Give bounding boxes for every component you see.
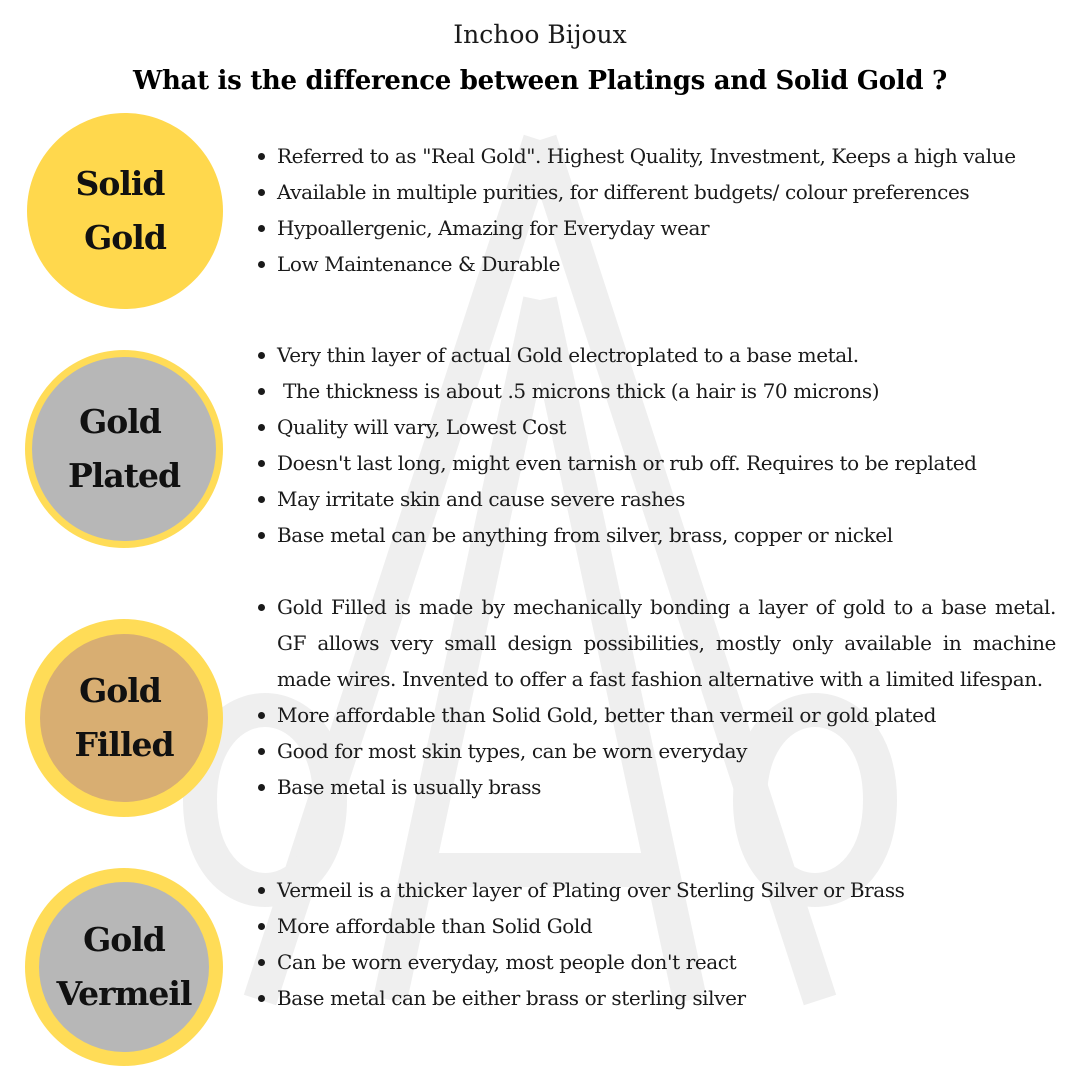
- bullet-list-solid-gold: [256, 138, 1056, 282]
- list-item: Doesn't last long, might even tarnish or rub off. Requires to be replated: [256, 445, 1056, 481]
- list-item: May irritate skin and cause severe rashes: [256, 481, 1056, 517]
- list-item: Base metal can be anything from silver, brass, copper or nickel: [256, 517, 1056, 553]
- badge-label-line1: Gold: [79, 671, 161, 710]
- bullet-list-gold-plated: [256, 337, 1056, 553]
- list-item: More affordable than Solid Gold, better than vermeil or gold plated: [256, 697, 1056, 733]
- list-item: Good for most skin types, can be worn everyday: [256, 733, 1056, 769]
- bullet-list-gold-vermeil: [256, 872, 1056, 1016]
- list-item: Referred to as "Real Gold". Highest Quality, Investment, Keeps a high value: [256, 138, 1056, 174]
- list-item: More affordable than Solid Gold: [256, 908, 1056, 944]
- list-item: Low Maintenance & Durable: [256, 246, 1056, 282]
- list-item: Vermeil is a thicker layer of Plating over Sterling Silver or Brass: [256, 872, 1056, 908]
- badge-gold-filled: [25, 619, 223, 817]
- badge-label-line1: Gold: [79, 402, 161, 441]
- list-item: The thickness is about .5 microns thick (a hair is 70 microns): [256, 373, 1056, 409]
- badge-label-line1: Solid: [75, 164, 165, 203]
- badge-label-line2: Vermeil: [56, 974, 192, 1013]
- badge-label-line2: Gold: [84, 218, 166, 257]
- list-item: Available in multiple purities, for different budgets/ colour preferences: [256, 174, 1056, 210]
- list-item: Quality will vary, Lowest Cost: [256, 409, 1056, 445]
- badge-gold-vermeil: [25, 868, 223, 1066]
- brand-name: Inchoo Bijoux: [453, 20, 627, 49]
- list-item: Gold Filled is made by mechanically bonding a layer of gold to a base metal. GF allows very small design possibilities, mostly only available in machine made wires. Invented to offer a fast fashion alternative with a limited lifespan.: [256, 589, 1056, 697]
- list-item: Very thin layer of actual Gold electroplated to a base metal.: [256, 337, 1056, 373]
- badge-solid-gold: [27, 113, 223, 309]
- badge-label-line2: Filled: [74, 725, 174, 764]
- list-item: Can be worn everyday, most people don't react: [256, 944, 1056, 980]
- bullet-list-gold-filled: [256, 589, 1056, 805]
- list-item: Base metal can be either brass or sterling silver: [256, 980, 1056, 1016]
- page-title: What is the difference between Platings and Solid Gold ?: [133, 66, 947, 96]
- list-item: Base metal is usually brass: [256, 769, 1056, 805]
- badge-label-line2: Plated: [67, 456, 181, 495]
- badge-gold-plated: [25, 350, 223, 548]
- badge-label-line1: Gold: [83, 920, 165, 959]
- list-item: Hypoallergenic, Amazing for Everyday wear: [256, 210, 1056, 246]
